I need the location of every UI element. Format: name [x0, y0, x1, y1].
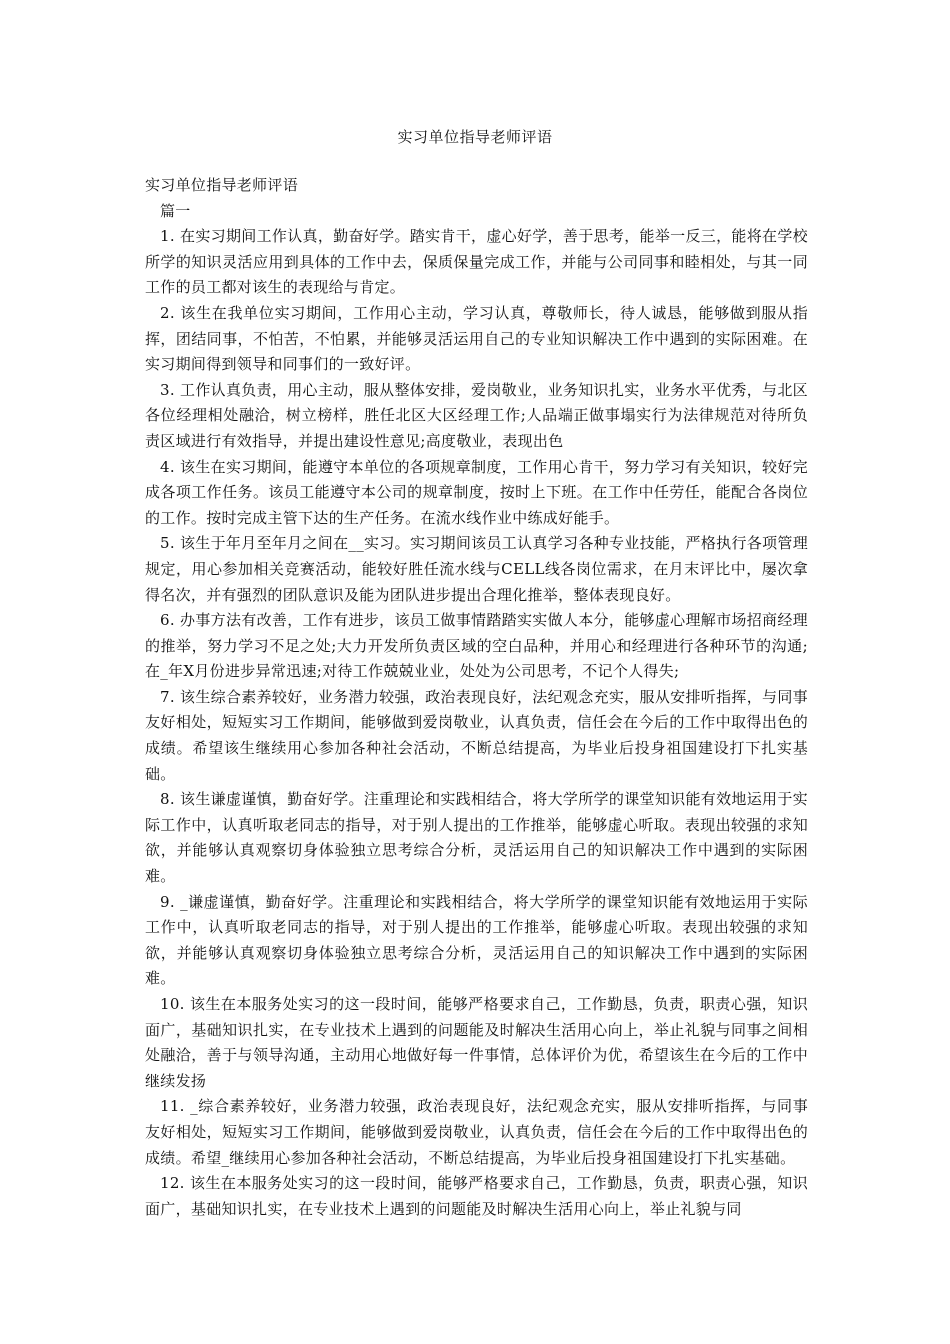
comment-paragraph-9: 9. _谦虚谨慎，勤奋好学。注重理论和实践相结合，将大学所学的课堂知识能有效地运用于实际工作中，认真听取老同志的指导，对于别人提出的工作推举，能够虚心听取。表现出较强的求知欲，并能够认真观察切身体验独立思考综合分析，灵活运用自己的知识解决工作中遇到的实际困难。	[145, 892, 808, 988]
comment-paragraph-2: 2. 该生在我单位实习期间，工作用心主动，学习认真，尊敬师长，待人诚恳，能够做到服从指挥，团结同事，不怕苦，不怕累，并能够灵活运用自己的专业知识解决工作中遇到的实际困难。在实习期间得到领导和同事们的一致好评。	[145, 303, 808, 374]
comment-paragraph-10: 10. 该生在本服务处实习的这一段时间，能够严格要求自己，工作勤恳，负责，职责心强，知识面广，基础知识扎实，在专业技术上遇到的问题能及时解决生活用心向上，举止礼貌与同事之间相处融洽，善于与领导沟通，主动用心地做好每一件事情，总体评价为优，希望该生在今后的工作中继续发扬	[145, 995, 808, 1090]
document-subtitle: 实习单位指导老师评语	[145, 176, 299, 194]
comment-paragraph-7: 7. 该生综合素养较好，业务潜力较强，政治表现良好，法纪观念充实，服从安排听指挥，与同事友好相处，短短实习工作期间，能够做到爱岗敬业，认真负责，信任会在今后的工作中取得出色的成绩。希望该生继续用心参加各种社会活动，不断总结提高，为毕业后投身祖国建设打下扎实基础。	[145, 687, 808, 783]
comment-paragraph-11: 11. _综合素养较好，业务潜力较强，政治表现良好，法纪观念充实，服从安排听指挥，与同事友好相处，短短实习工作期间，能够做到爱岗敬业，认真负责，信任会在今后的工作中取得出色的成绩。希望_继续用心参加各种社会活动，不断总结提高，为毕业后投身祖国建设打下扎实基础。	[145, 1097, 808, 1167]
comment-paragraph-8: 8. 该生谦虚谨慎，勤奋好学。注重理论和实践相结合，将大学所学的课堂知识能有效地运用于实际工作中，认真听取老同志的指导，对于别人提出的工作推举，能够虚心听取。表现出较强的求知欲，并能够认真观察切身体验独立思考综合分析，灵活运用自己的知识解决工作中遇到的实际困难。	[145, 790, 808, 886]
comment-paragraph-5: 5. 该生于年月至年月之间在__实习。实习期间该员工认真学习各种专业技能，严格执行各项管理规定，用心参加相关竞赛活动，能较好胜任流水线与CELL线各岗位需求，在月末评比中，屡次拿得名次，并有强烈的团队意识及能为团队进步提出合理化推举，整体表现良好。	[145, 534, 808, 604]
comment-paragraph-6: 6. 办事方法有改善，工作有进步，该员工做事情踏踏实实做人本分，能够虚心理解市场招商经理的推举，努力学习不足之处;大力开发所负责区域的空白品种，并用心和经理进行各种环节的沟通;在_年X月份进步异常迅速;对待工作兢兢业业，处处为公司思考，不记个人得失;	[145, 611, 808, 681]
comment-paragraph-4: 4. 该生在实习期间，能遵守本单位的各项规章制度，工作用心肯干，努力学习有关知识，较好完成各项工作任务。该员工能遵守本公司的规章制度，按时上下班。在工作中任劳任，能配合各岗位的工作。按时完成主管下达的生产任务。在流水线作业中练成好能手。	[145, 457, 808, 527]
section-label: 篇一	[160, 201, 191, 220]
comment-paragraph-3: 3. 工作认真负责，用心主动，服从整体安排，爱岗敬业，业务知识扎实，业务水平优秀，与北区各位经理相处融洽，树立榜样，胜任北区大区经理工作;人品端正做事塌实行为法律规范对待所负责区域进行有效指导，并提出建设性意见;高度敬业，表现出色	[145, 380, 808, 450]
comment-paragraph-12: 12. 该生在本服务处实习的这一段时间，能够严格要求自己，工作勤恳，负责，职责心强，知识面广，基础知识扎实，在专业技术上遇到的问题能及时解决生活用心向上，举止礼貌与同	[145, 1174, 808, 1218]
comment-paragraph-1: 1. 在实习期间工作认真，勤奋好学。踏实肯干，虚心好学，善于思考，能举一反三，能将在学校所学的知识灵活应用到具体的工作中去，保质保量完成工作，并能与公司同事和睦相处，与其一同工作的员工都对该生的表现给与肯定。	[145, 227, 808, 297]
document-title: 实习单位指导老师评语	[397, 128, 553, 146]
document-body	[145, 173, 808, 1222]
